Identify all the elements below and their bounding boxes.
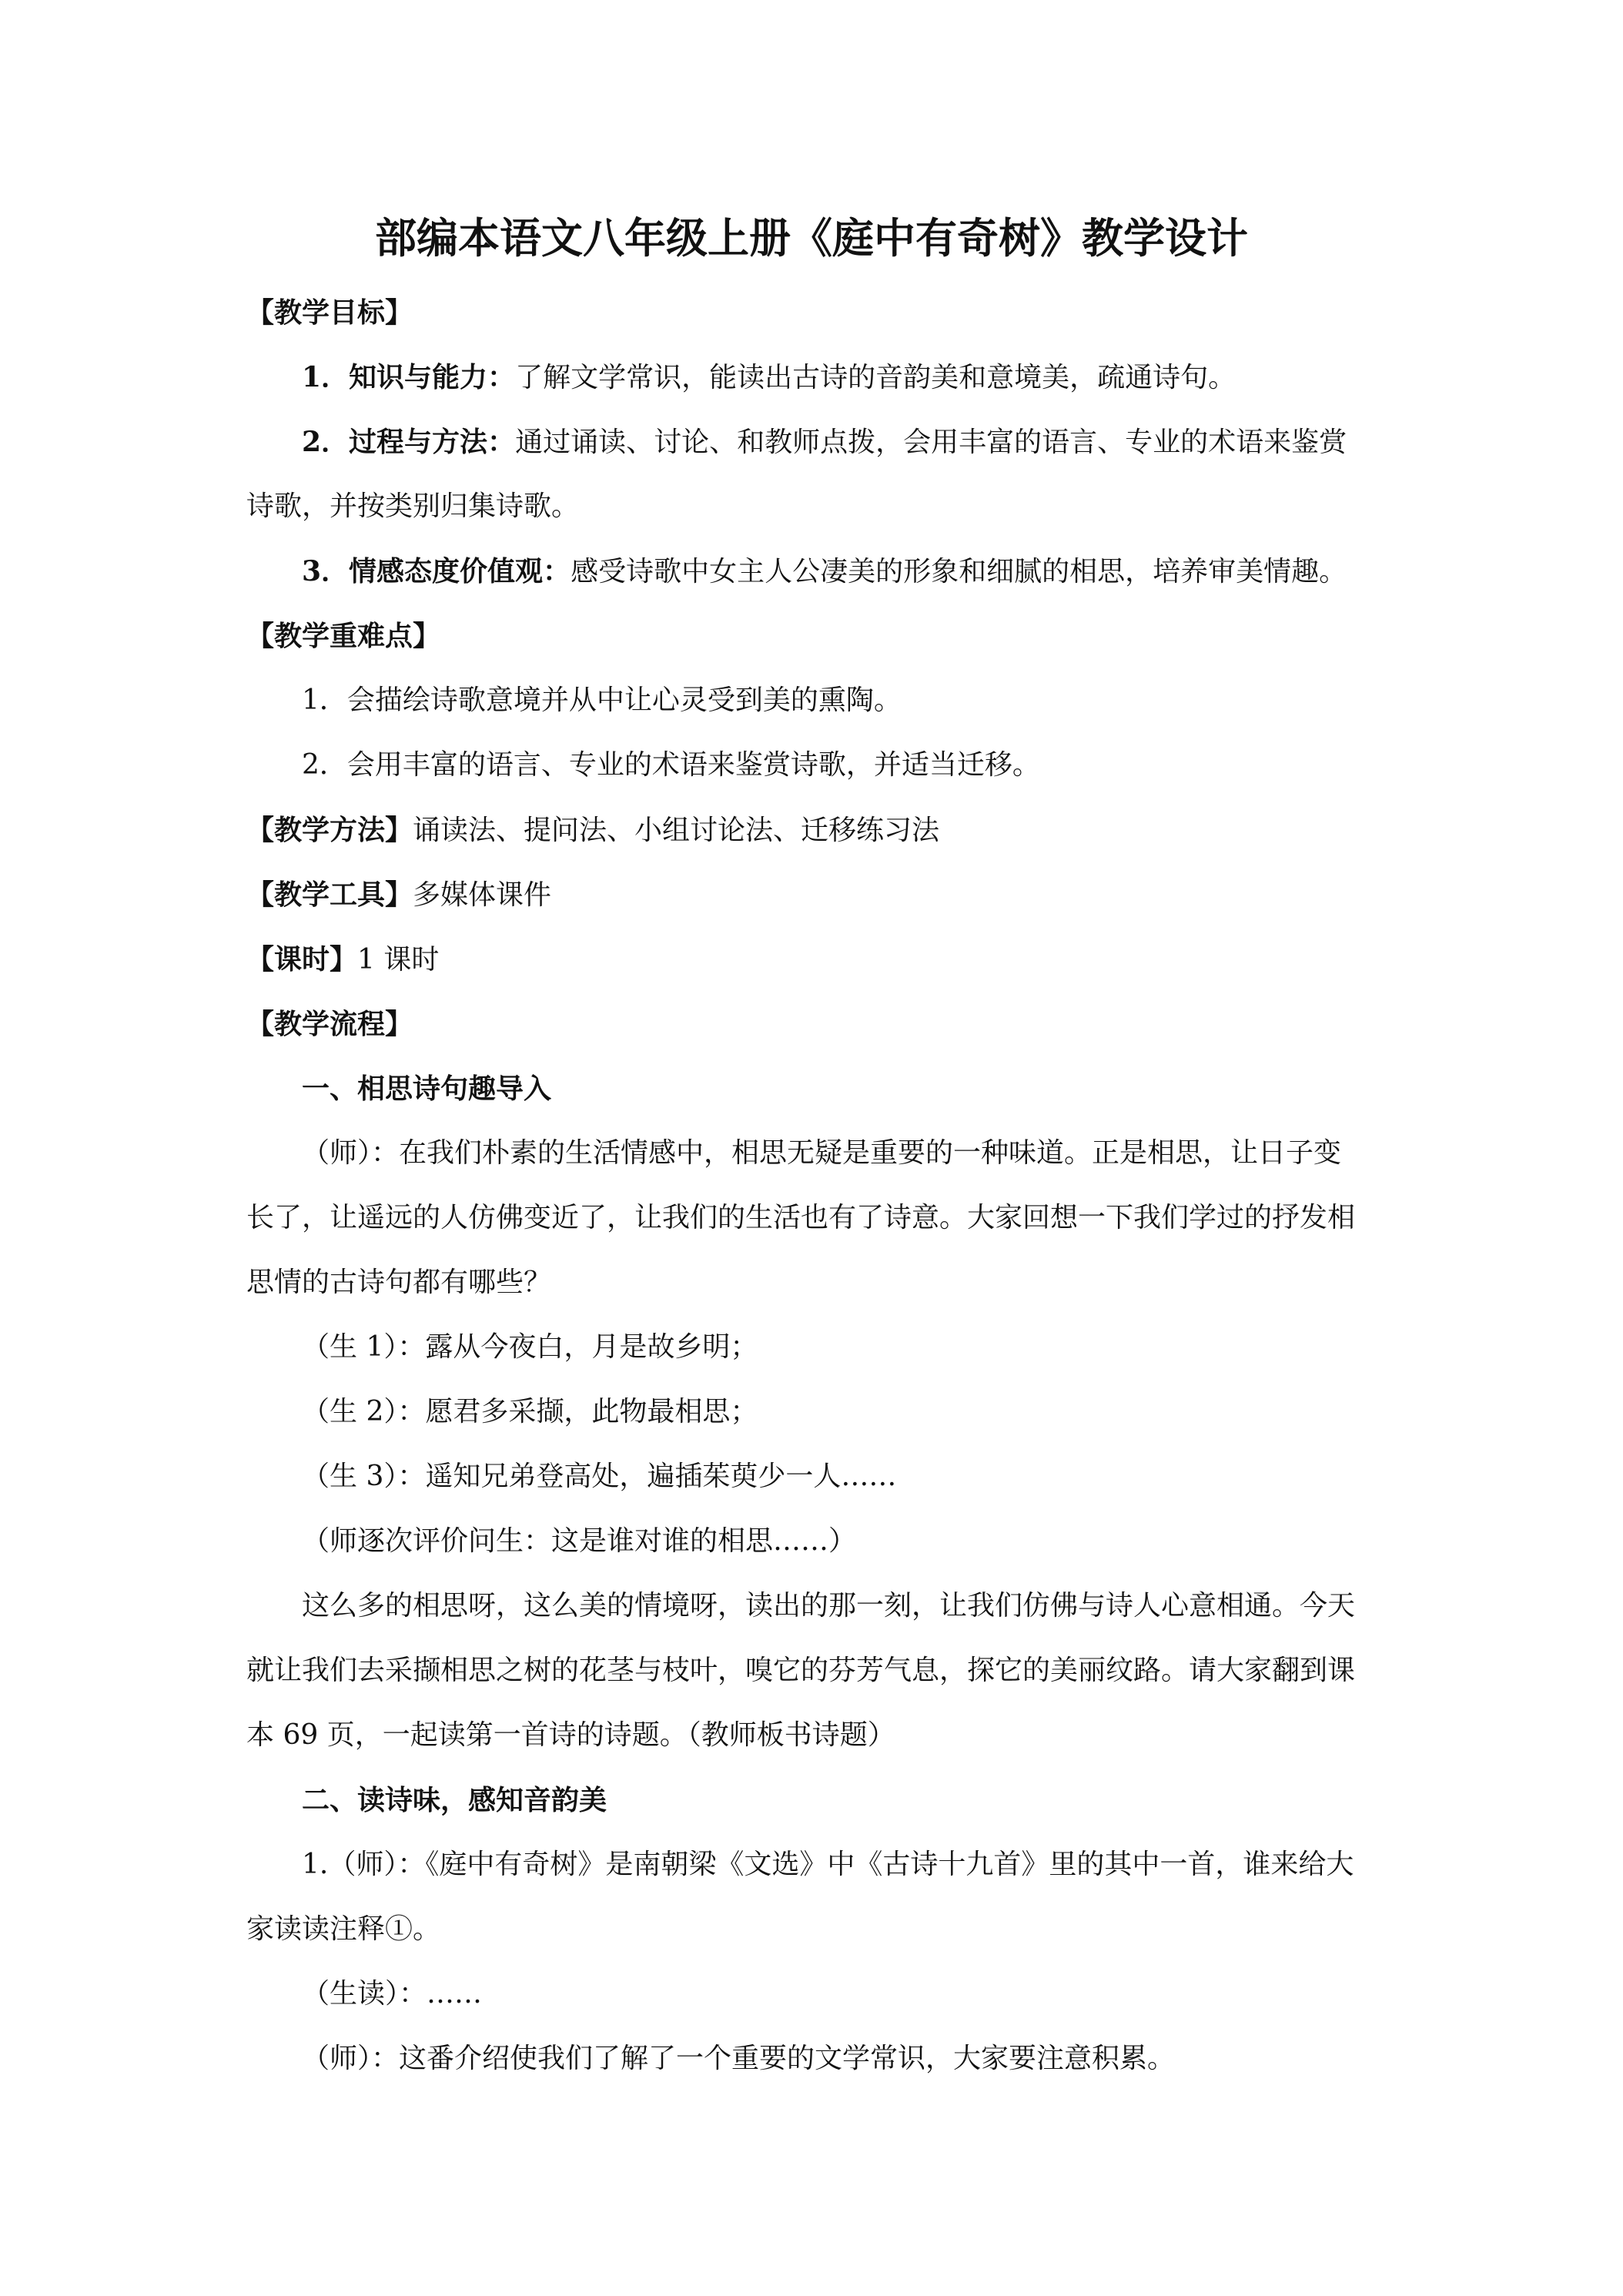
student-answer-2: （生 2）：愿君多采撷，此物最相思；	[302, 1396, 758, 1427]
goal-3-label: 3．情感态度价值观：	[302, 555, 571, 587]
goal-2-text-line1: 通过诵读、讨论、和教师点拨，会用丰富的语言、专业的术语来鉴赏	[515, 427, 1347, 458]
student-reading: （生读）：……	[302, 1978, 483, 2010]
goal-1-text: 了解文学常识，能读出古诗的音韵美和意境美，疏通诗句。	[515, 362, 1236, 393]
teacher-note-line2: 家读读注释①。	[246, 1913, 441, 1945]
goal-3-text: 感受诗歌中女主人公凄美的形象和细腻的相思，培养审美情趣。	[571, 556, 1347, 587]
transition-line3: 本 69 页，一起读第一首诗的诗题。（教师板书诗题）	[246, 1719, 895, 1751]
part-1-heading: 一、相思诗句趣导入	[302, 1073, 552, 1105]
student-answer-3: （生 3）：遥知兄弟登高处，遍插茱萸少一人……	[302, 1461, 897, 1492]
teacher-summary: （师）：这番介绍使我们了解了一个重要的文学常识，大家要注意积累。	[302, 2043, 1176, 2074]
transition-line1: 这么多的相思呀，这么美的情境呀，读出的那一刻，让我们仿佛与诗人心意相通。今天	[302, 1590, 1356, 1622]
teaching-flow-heading: 【教学流程】	[246, 1008, 413, 1040]
teaching-method-label: 【教学方法】	[246, 814, 413, 846]
goal-1	[302, 359, 1236, 397]
teaching-tools	[246, 876, 551, 914]
transition-line2: 就让我们去采撷相思之树的花茎与枝叶，嗅它的芬芳气息，探它的美丽纹路。请大家翻到课	[246, 1655, 1356, 1686]
key-points-heading: 【教学重难点】	[246, 620, 441, 652]
teaching-method	[246, 812, 939, 849]
teacher-intro-line2: 长了，让遥远的人仿佛变近了，让我们的生活也有了诗意。大家回想一下我们学过的抒发相	[246, 1202, 1356, 1233]
goal-3	[302, 553, 1347, 591]
teaching-method-text: 诵读法、提问法、小组讨论法、迁移练习法	[413, 815, 940, 846]
teacher-note-line1: 1.（师）：《庭中有奇树》是南朝梁《文选》中《古诗十九首》里的其中一首，谁来给大	[302, 1849, 1354, 1880]
teacher-intro-line1: （师）：在我们朴素的生活情感中，相思无疑是重要的一种味道。正是相思，让日子变	[302, 1137, 1342, 1169]
class-hours-label: 【课时】	[246, 943, 358, 976]
teaching-tools-text: 多媒体课件	[413, 879, 552, 911]
student-answer-1: （生 1）：露从今夜白，月是故乡明；	[302, 1331, 758, 1363]
part-2-heading: 二、读诗味，感知音韵美	[302, 1784, 607, 1816]
goal-1-label: 1．知识与能力：	[302, 361, 516, 393]
goal-2-label: 2．过程与方法：	[302, 426, 516, 458]
key-point-2: 2．会用丰富的语言、专业的术语来鉴赏诗歌，并适当迁移。	[302, 749, 1040, 781]
goal-2	[302, 423, 1347, 461]
goal-2-text-line2: 诗歌，并按类别归集诗歌。	[246, 490, 580, 522]
document-title: 部编本语文八年级上册《庭中有奇树》教学设计	[375, 213, 1248, 263]
class-hours	[246, 941, 439, 979]
goals-heading: 【教学目标】	[246, 296, 413, 329]
key-point-1: 1．会描绘诗歌意境并从中让心灵受到美的熏陶。	[302, 684, 902, 716]
class-hours-text: 1 课时	[357, 944, 440, 976]
teacher-intro-line3: 思情的古诗句都有哪些？	[246, 1267, 552, 1298]
teaching-tools-label: 【教学工具】	[246, 879, 413, 911]
teacher-evaluation: （师逐次评价问生：这是谁对谁的相思……）	[302, 1525, 857, 1557]
